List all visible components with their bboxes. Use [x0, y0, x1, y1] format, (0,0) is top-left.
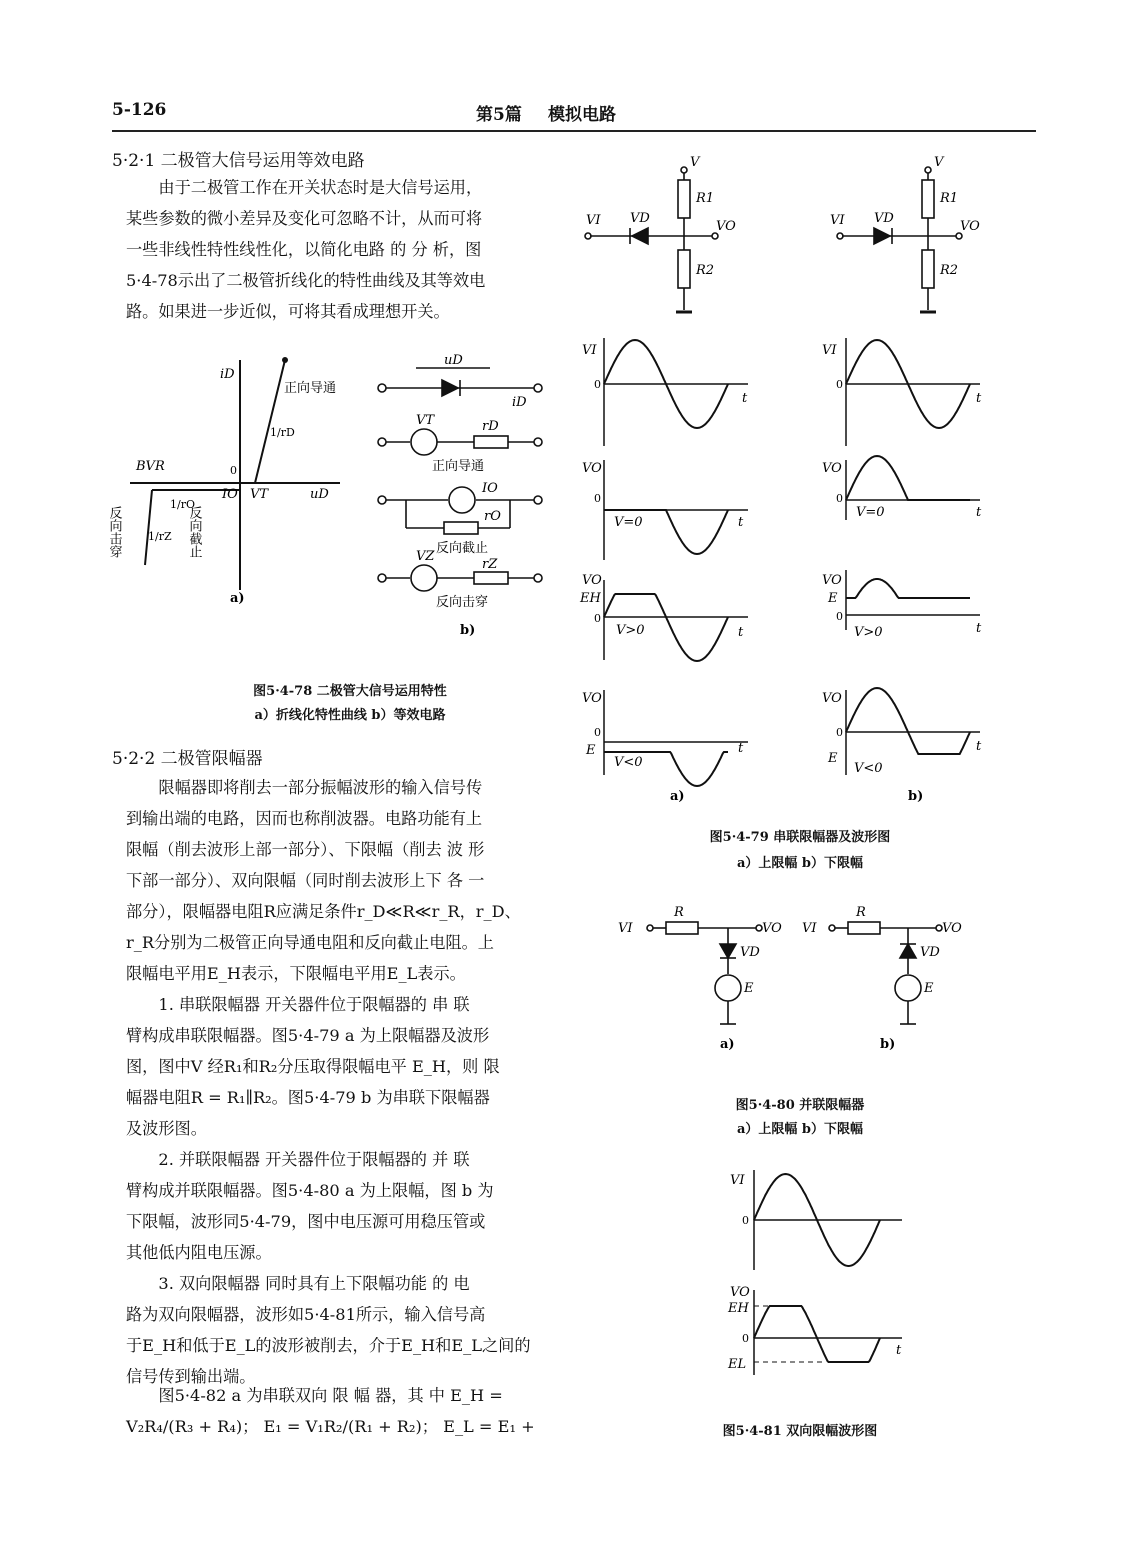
label-IO: IO	[222, 487, 238, 502]
f81-zero-2: 0	[742, 1332, 749, 1345]
text-line: 到输出端的电路，因而也称削波器。电路功能有上	[126, 809, 483, 828]
slope-rZ: 1/rZ	[148, 530, 172, 543]
figure-5-4-79	[578, 150, 1008, 810]
eq-label-cut: 反向截止	[436, 541, 489, 556]
f81-EH: EH	[728, 1301, 749, 1316]
wave-b-out-vgt0	[846, 579, 970, 598]
b-label-VI: VI	[830, 213, 845, 228]
a-label-V: V	[690, 155, 700, 170]
p-a-VD: VD	[740, 945, 760, 960]
b-label-R2: R2	[940, 263, 959, 278]
wb3-t: t	[976, 621, 982, 636]
series-upper-limiter-circuit	[585, 167, 718, 312]
figure-5-4-80	[610, 896, 990, 1056]
eq-label-rZ: rZ	[482, 557, 498, 572]
fig80-caption-sub: a）上限幅 b）下限幅	[736, 1122, 864, 1137]
axis-label-iD: iD	[220, 367, 235, 382]
wa1-t: t	[742, 391, 748, 406]
fig81-caption-title: 图5·4-81 双向限幅波形图	[722, 1424, 878, 1439]
p-a-E: E	[744, 981, 754, 996]
p-a-VO: VO	[762, 921, 782, 936]
figure-5-4-78	[106, 340, 560, 640]
text-line: 某些参数的微小差异及变化可忽略不计，从而可将	[126, 209, 483, 228]
p-b-E: E	[924, 981, 934, 996]
wa4-vlt0: V<0	[614, 755, 643, 770]
axis-label-uD: uD	[310, 487, 329, 502]
wb1-VI: VI	[822, 343, 837, 358]
paragraph-fig82	[126, 1380, 550, 1442]
fig79-label-b: b)	[908, 789, 924, 804]
text-line: 路。如果进一步近似，可将其看成理想开关。	[126, 302, 450, 321]
eq-label-iD: iD	[512, 395, 527, 410]
a-label-VD: VD	[630, 211, 650, 226]
header-title: 模拟电路	[548, 105, 616, 125]
parallel-limiter-circuits	[647, 922, 942, 1024]
paragraph-parallel-limiter	[126, 1144, 550, 1268]
text-line: 臂构成并联限幅器。图5·4-80 a 为上限幅，图 b 为	[126, 1181, 494, 1200]
text-line: 信号传到输出端。	[126, 1367, 256, 1386]
eq-label-rD: rD	[482, 419, 499, 434]
paragraph-equivalent-circuit	[126, 172, 550, 327]
text-line: 于E_H和低于E_L的波形被削去，介于E_H和E_L之间的	[126, 1336, 531, 1355]
wa3-zero: 0	[594, 612, 601, 625]
p-b-VI: VI	[802, 921, 817, 936]
text-line: 2. 并联限幅器 开关器件位于限幅器的 并 联	[158, 1150, 470, 1169]
wb2-veq0: V=0	[856, 505, 885, 520]
wa3-EH: EH	[580, 591, 601, 606]
wave-b-out-veq0	[846, 456, 970, 500]
fig78-caption-title: 图5·4-78 二极管大信号运用特性	[253, 684, 447, 699]
text-line: 下部一部分）、双向限幅（同时削去波形上下 各 一	[126, 871, 485, 890]
text-line: 图，图中V 经R₁和R₂分压取得限幅电平 E_H，则 限	[126, 1057, 500, 1076]
text-line: 其他低内阻电压源。	[126, 1243, 272, 1262]
wb4-t: t	[976, 739, 982, 754]
waveform-axes-fig81	[754, 1170, 902, 1375]
origin-zero: 0	[230, 464, 237, 477]
p-b-VD: VD	[920, 945, 940, 960]
eq-label-break: 反向击穿	[436, 595, 489, 610]
text-line: 5·4-78示出了二极管折线化的特性曲线及其等效电	[126, 271, 486, 290]
a-label-R2: R2	[696, 263, 715, 278]
label-BVR: BVR	[136, 459, 165, 474]
subfig-label-b: b)	[460, 623, 476, 638]
wb2-VO: VO	[822, 461, 842, 476]
wb1-zero: 0	[836, 378, 843, 391]
wa4-E: E	[586, 743, 596, 758]
wb2-t: t	[976, 505, 982, 520]
wb4-zero: 0	[836, 726, 843, 739]
wave-b-out-vlt0	[846, 688, 970, 754]
eq-label-IO: IO	[482, 481, 498, 496]
eq-label-rO: rO	[484, 509, 501, 524]
paragraph-bidirectional-limiter	[126, 1268, 550, 1392]
wb3-VO: VO	[822, 573, 842, 588]
text-line: V₂R₄/(R₃ + R₄)； E₁ = V₁R₂/(R₁ + R₂)； E_L = E₁ +	[126, 1417, 535, 1436]
p-b-R: R	[856, 905, 866, 920]
text-line: 限幅电平用E_H表示，下限幅电平用E_L表示。	[126, 964, 466, 983]
wa2-veq0: V=0	[614, 515, 643, 530]
text-line: r_R分别为二极管正向导通电阻和反向截止电阻。上	[126, 933, 494, 952]
b-label-VO: VO	[960, 219, 980, 234]
subfig-label-a: a)	[230, 591, 245, 606]
wb3-vgt0: V>0	[854, 625, 883, 640]
wa2-zero: 0	[594, 492, 601, 505]
text-line: 路为双向限幅器，波形如5·4-81所示，输入信号高	[126, 1305, 486, 1324]
section-title-5-2-1: 5·2·1 二极管大信号运用等效电路	[112, 151, 365, 171]
wa4-zero: 0	[594, 726, 601, 739]
fig79-label-a: a)	[670, 789, 685, 804]
text-line: 下限幅，波形同5·4-79，图中电压源可用稳压管或	[126, 1212, 486, 1231]
wa1-VI: VI	[582, 343, 597, 358]
label-forward: 正向导通	[284, 381, 337, 396]
eq-label-VZ: VZ	[416, 549, 435, 564]
slope-rO: 1/rO	[170, 498, 195, 511]
label-VT: VT	[250, 487, 269, 502]
a-label-R1: R1	[696, 191, 715, 206]
fig78-caption-sub: a）折线化特性曲线 b）等效电路	[254, 708, 446, 723]
slope-rD: 1/rD	[270, 426, 295, 439]
text-line: 部分），限幅器电阻R应满足条件r_D≪R≪r_R，r_D、	[126, 902, 521, 921]
wa2-t: t	[738, 515, 744, 530]
waveforms-fig79	[604, 340, 970, 786]
curve-end-dot	[282, 357, 288, 363]
header-part: 第5篇	[476, 105, 522, 125]
text-line: 臂构成串联限幅器。图5·4-79 a 为上限幅器及波形	[126, 1026, 490, 1045]
p-b-VO: VO	[942, 921, 962, 936]
text-line: 限幅（削去波形上部一部分）、下限幅（削去 波 形	[126, 840, 485, 859]
f81-VO: VO	[730, 1285, 750, 1300]
text-line: 1. 串联限幅器 开关器件位于限幅器的 串 联	[158, 995, 470, 1014]
wa3-t: t	[738, 625, 744, 640]
label-reverse-break: 反向击穿	[106, 506, 122, 558]
eq-label-forward: 正向导通	[432, 459, 485, 474]
b-label-VD: VD	[874, 211, 894, 226]
eq-label-uD: uD	[444, 353, 463, 368]
p-a-R: R	[674, 905, 684, 920]
a-label-VO: VO	[716, 219, 736, 234]
paragraph-limiter-intro	[126, 772, 550, 989]
wa4-VO: VO	[582, 691, 602, 706]
waveforms-fig81	[754, 1174, 880, 1362]
b-label-V: V	[934, 155, 944, 170]
eq-label-VT: VT	[416, 413, 435, 428]
label-reverse-cut: 反向截止	[186, 506, 202, 558]
wave-81-output	[754, 1306, 880, 1362]
wa1-zero: 0	[594, 378, 601, 391]
f81-VI: VI	[730, 1173, 745, 1188]
fig80-label-b: b)	[880, 1037, 896, 1052]
fig79-caption-title: 图5·4-79 串联限幅器及波形图	[709, 830, 891, 845]
wb2-zero: 0	[836, 492, 843, 505]
f81-zero-1: 0	[742, 1214, 749, 1227]
text-line: 3. 双向限幅器 同时具有上下限幅功能 的 电	[158, 1274, 470, 1293]
text-line: 限幅器即将削去一部分振幅波形的输入信号传	[158, 778, 483, 797]
f81-EL: EL	[728, 1357, 747, 1372]
section-title-5-2-2: 5·2·2 二极管限幅器	[112, 749, 263, 769]
wa3-VO: VO	[582, 573, 602, 588]
fig80-caption-title: 图5·4-80 并联限幅器	[735, 1098, 865, 1113]
series-lower-limiter-circuit	[837, 167, 962, 312]
fig79-caption-sub: a）上限幅 b）下限幅	[736, 856, 864, 871]
figure-5-4-81	[720, 1160, 920, 1380]
text-line: 一些非线性特性线性化，以简化电路 的 分 析，图	[126, 240, 482, 259]
wa2-VO: VO	[582, 461, 602, 476]
wb4-vlt0: V<0	[854, 761, 883, 776]
fig80-label-a: a)	[720, 1037, 735, 1052]
wb3-E: E	[828, 591, 838, 606]
wb4-VO: VO	[822, 691, 842, 706]
wb4-E: E	[828, 751, 838, 766]
text-line: 由于二极管工作在开关状态时是大信号运用，	[158, 178, 483, 197]
text-line: 幅器电阻R = R₁∥R₂。图5·4-79 b 为串联下限幅器	[126, 1088, 490, 1107]
paragraph-series-limiter	[126, 989, 550, 1144]
wb3-zero: 0	[836, 610, 843, 623]
text-line: 及波形图。	[126, 1119, 207, 1138]
header-rule	[112, 130, 1036, 132]
wa4-t: t	[738, 741, 744, 756]
a-label-VI: VI	[586, 213, 601, 228]
b-label-R1: R1	[940, 191, 959, 206]
wa3-vgt0: V>0	[616, 623, 645, 638]
text-line: 图5·4-82 a 为串联双向 限 幅 器，其 中 E_H =	[158, 1386, 503, 1405]
page-number: 5-126	[112, 100, 167, 120]
p-a-VI: VI	[618, 921, 633, 936]
wb1-t: t	[976, 391, 982, 406]
f81-t: t	[896, 1343, 902, 1358]
